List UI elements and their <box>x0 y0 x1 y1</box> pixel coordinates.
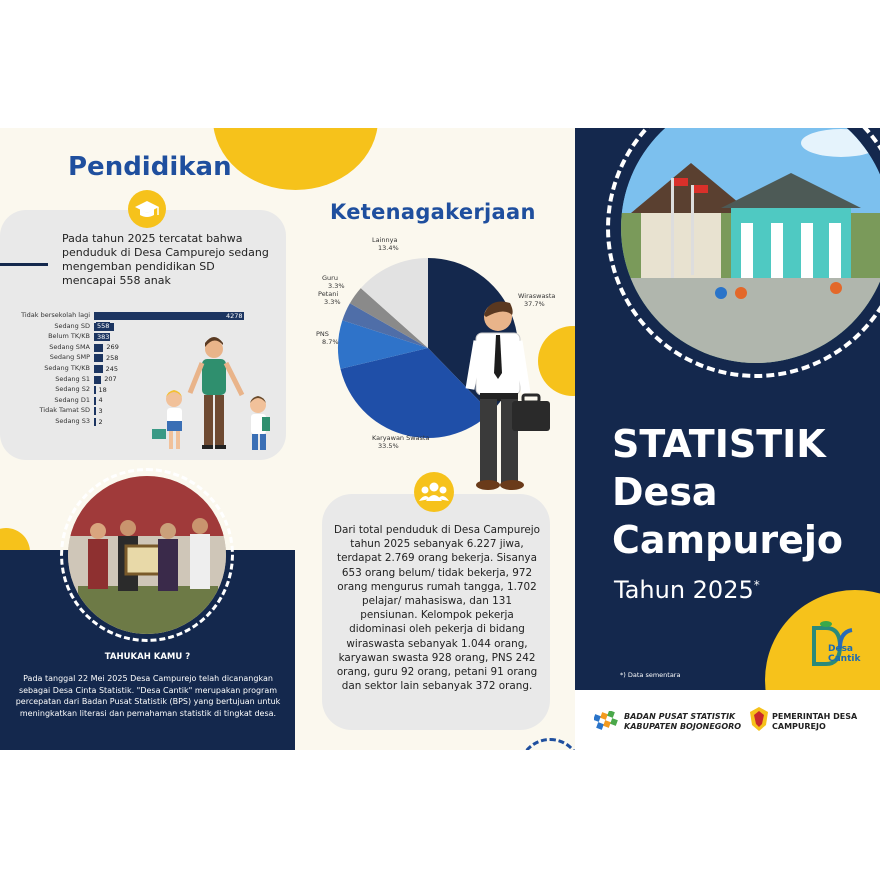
bar-value-label: 4 <box>98 396 103 405</box>
bar-label: Sedang S2 <box>55 385 90 394</box>
bar-value-label: 3 <box>98 406 103 415</box>
bar-value-label: 207 <box>104 375 117 384</box>
bottom-dashed-arc <box>518 738 582 750</box>
bar-label: Sedang S1 <box>55 374 90 383</box>
bar-value-label: 258 <box>106 353 119 362</box>
bar-value-label: 2 <box>98 417 103 426</box>
pie-label: Lainnya <box>372 236 398 244</box>
pie-label: Wiraswasta <box>518 292 556 300</box>
pie-label: Guru <box>322 274 338 282</box>
leaflet <box>0 128 880 750</box>
bar <box>94 407 96 415</box>
year-asterisk: * <box>753 578 760 592</box>
bps-logo-text <box>624 712 741 732</box>
tahukah-text: Pada tanggal 22 Mei 2025 Desa Campurejo telah dicanangkan sebagai Desa Cinta Statistik. "Desa Cantik" merupakan program percepatan dari Badan Pusat Statistik (BPS) yang bertujuan untuk meningkatkan literasi dan pemahaman statistik di tingkat desa. <box>15 674 281 718</box>
footnote: *) Data sementara <box>620 671 681 679</box>
bar-value-label: 18 <box>98 385 107 394</box>
cover-title-line1: STATISTIK <box>612 422 826 466</box>
desa-cantik-logo <box>808 618 872 682</box>
pendidikan-intro: Pada tahun 2025 tercatat bahwa penduduk di Desa Campurejo sedang mengemban pendidikan SD mencapai 558 anak <box>62 232 269 287</box>
cover-title-line3: Campurejo <box>612 518 844 562</box>
family-illustration <box>150 333 280 463</box>
pie-value-label: 33.5% <box>378 442 399 450</box>
bar <box>94 312 244 320</box>
pie-value-label: 3.3% <box>324 298 341 306</box>
bar-label: Sedang SD <box>54 321 90 330</box>
bar-label: Sedang TK/KB <box>44 364 90 372</box>
pie-value-label: 8.7% <box>322 338 339 346</box>
cover-title-line2: Desa <box>612 470 718 514</box>
pie-value-label: 13.4% <box>378 244 399 252</box>
bps-line2: KABUPATEN BOJONEGORO <box>624 722 742 731</box>
ketenagakerjaan-paragraph: Dari total penduduk di Desa Campurejo tahun 2025 sebanyak 6.227 jiwa, terdapat 2.769 orang bekerja. Sisanya 653 orang belum/ tidak bekerja, 972 orang mengurus rumah tangga, 1.702 pelajar/ mahasiswa, dan 131 pensiunan. Kelompok pekerja didominasi oleh pekerja di bidang wiraswasta sebanyak 1.044 orang, karyawan swasta 928 orang, PNS 242 orang, guru 92 orang, petani 91 orang dan sektor lain sebanyak 372 orang. <box>333 524 541 693</box>
bar <box>94 386 96 394</box>
pie-label: PNS <box>316 330 329 338</box>
bar <box>94 365 103 373</box>
tahukah-title: TAHUKAH KAMU ? <box>104 652 191 662</box>
bar-label: Tidak bersekolah lagi <box>21 311 90 319</box>
businessman-illustration <box>460 293 560 493</box>
bar <box>94 418 96 426</box>
bar-label: Tidak Tamat SD <box>39 406 90 415</box>
pemda-line1: PEMERINTAH DESA <box>772 712 858 721</box>
pie-label: Karyawan Swasta <box>372 434 430 442</box>
bar-label: Sedang S3 <box>55 417 90 425</box>
bar <box>94 376 101 384</box>
pendidikan-title: Pendidikan <box>68 152 232 182</box>
cover-year-text: Tahun 2025 <box>614 576 754 604</box>
pemda-line2: CAMPUREJO <box>772 722 826 731</box>
cover-year <box>614 576 760 604</box>
ketenagakerjaan-title: Ketenagakerjaan <box>330 200 536 224</box>
bar-label: Belum TK/KB <box>48 332 90 341</box>
bps-logo-icon <box>594 711 620 737</box>
bar <box>94 397 96 405</box>
ceremony-photo <box>68 476 226 634</box>
pie-value-label: 37.7% <box>524 300 545 308</box>
bar-value-label: 245 <box>105 364 118 373</box>
people-icon <box>414 472 454 512</box>
pemda-logo-text <box>772 712 857 732</box>
pie-label: Petani <box>318 290 339 298</box>
cover-title <box>612 420 843 564</box>
bps-line1: BADAN PUSAT STATISTIK <box>624 712 736 721</box>
bar <box>94 354 103 362</box>
bar-label: Sedang D1 <box>54 395 90 404</box>
pie-value-label: 3.3% <box>328 282 345 290</box>
bar-value-label: 269 <box>106 343 119 352</box>
bar-value-label: 558 <box>97 322 110 331</box>
bar <box>94 344 103 352</box>
bar-value-label: 4278 <box>226 311 243 320</box>
pemda-emblem-icon <box>750 707 768 735</box>
bar-label: Sedang SMP <box>49 353 90 362</box>
bar-label: Sedang SMA <box>49 342 90 351</box>
desa-cantik-text: Desa Cantik <box>828 644 861 664</box>
bar-value-label: 383 <box>97 332 110 341</box>
